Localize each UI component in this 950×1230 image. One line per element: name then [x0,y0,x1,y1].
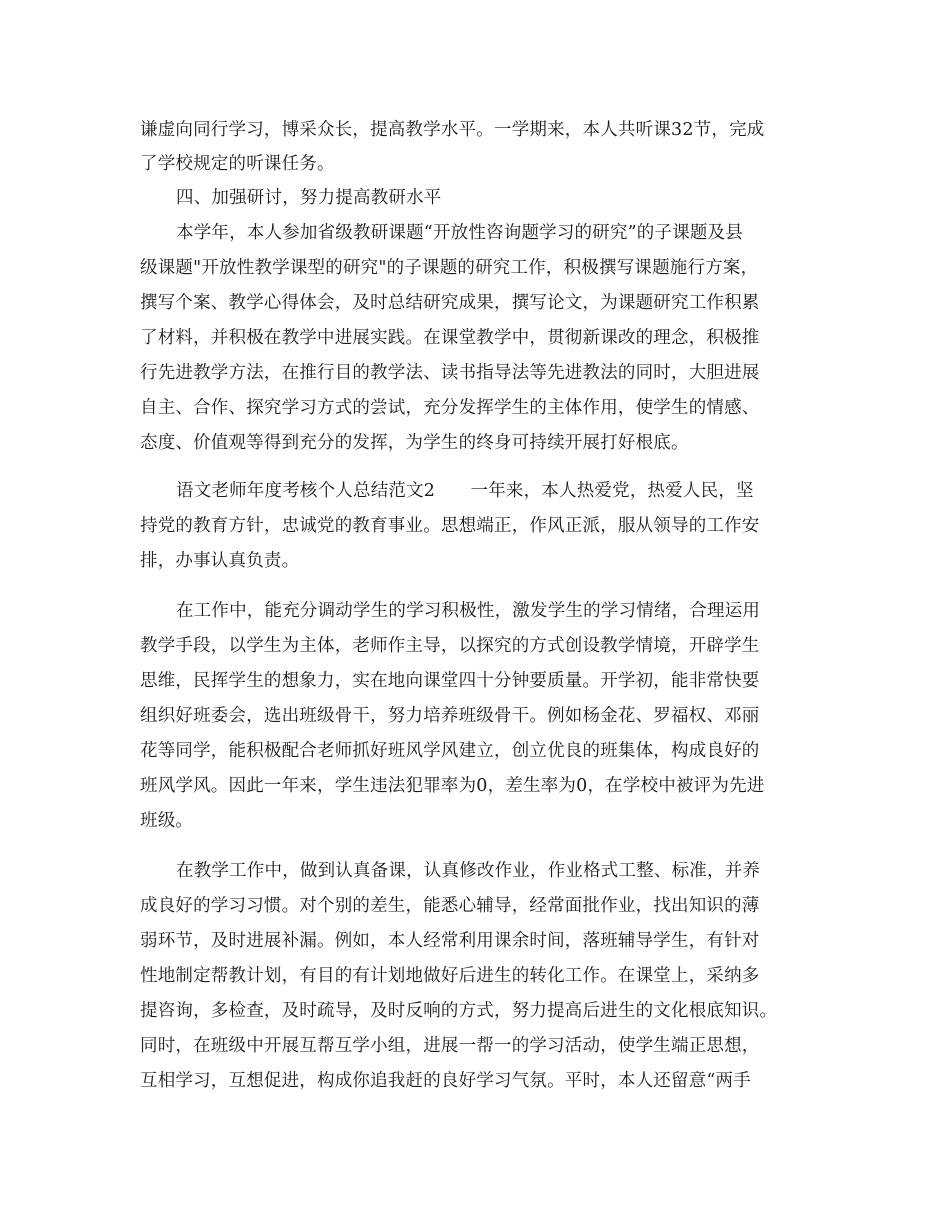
text-line: 班级。 [140,811,194,831]
article-title-line: 语文老师年度考核个人总结范文2 一年来，本人热爱党，热爱人民，坚 [176,481,754,501]
text-line: 谦虚向同行学习，博采众长，提高教学水平。一学期来，本人共听课32节，完成 [140,120,765,140]
text-line: 行先进教学方法，在推行目的教学法、读书指导法等先进教法的同时，大胆进展 [140,363,760,383]
text-line: 花等同学，能积极配合老师抓好班风学风建立，创立优良的班集体，构成良好的 [140,741,760,761]
text-line: 性地制定帮教计划，有目的有计划地做好后进生的转化工作。在课堂上，采纳多 [140,966,760,986]
text-line: 教学手段，以学生为主体，老师作主导，以探究的方式创设教学情境，开辟学生 [140,636,760,656]
text-line: 撰写个案、教学心得体会，及时总结研究成果，撰写论文，为课题研究工作积累 [140,293,760,313]
text-line: 同时，在班级中开展互帮互学小组，进展一帮一的学习活动，使学生端正思想， [140,1036,760,1056]
text-line: 成良好的学习习惯。对个别的差生，能悉心辅导，经常面批作业，找出知识的薄 [140,896,760,916]
text-line: 了材料，并积极在教学中进展实践。在课堂教学中，贯彻新课改的理念，积极推 [140,328,760,348]
text-line: 级课题"开放性教学课型的研究"的子课题的研究工作，积极撰写课题施行方案， [140,258,759,278]
text-line: 弱环节，及时进展补漏。例如，本人经常利用课余时间，落班辅导学生，有针对 [140,931,760,951]
text-line: 自主、合作、探究学习方式的尝试，充分发挥学生的主体作用，使学生的情感、 [140,398,760,418]
text-line: 本学年，本人参加省级教研课题“开放性咨询题学习的研究”的子课题及县 [176,223,743,243]
text-line: 持党的教育方针，忠诚党的教育事业。思想端正，作风正派，服从领导的工作安 [140,516,760,536]
text-line: 班风学风。因此一年来，学生违法犯罪率为0，差生率为0，在学校中被评为先进 [140,776,765,796]
text-line: 思维，民挥学生的想象力，实在地向课堂四十分钟要质量。开学初，能非常快要 [140,671,760,691]
text-line: 互相学习，互想促进，构成你追我赶的良好学习气氛。平时，本人还留意“两手 [140,1071,751,1091]
text-line: 了学校规定的听课任务。 [140,154,335,174]
text-line: 提咨询，多检查，及时疏导，及时反响的方式，努力提高后进生的文化根底知识。 [140,1001,778,1021]
text-line: 排，办事认真负责。 [140,551,300,571]
text-line: 在教学工作中，做到认真备课，认真修改作业，作业格式工整、标准，并养 [176,861,761,881]
text-line: 态度、价值观等得到充分的发挥，为学生的终身可持续开展打好根底。 [140,433,689,453]
section-heading: 四、加强研讨，努力提高教研水平 [176,188,442,208]
text-line: 组织好班委会，选出班级骨干，努力培养班级骨干。例如杨金花、罗福权、邓丽 [140,706,760,726]
text-line: 在工作中，能充分调动学生的学习积极性，激发学生的学习情绪，合理运用 [176,601,761,621]
